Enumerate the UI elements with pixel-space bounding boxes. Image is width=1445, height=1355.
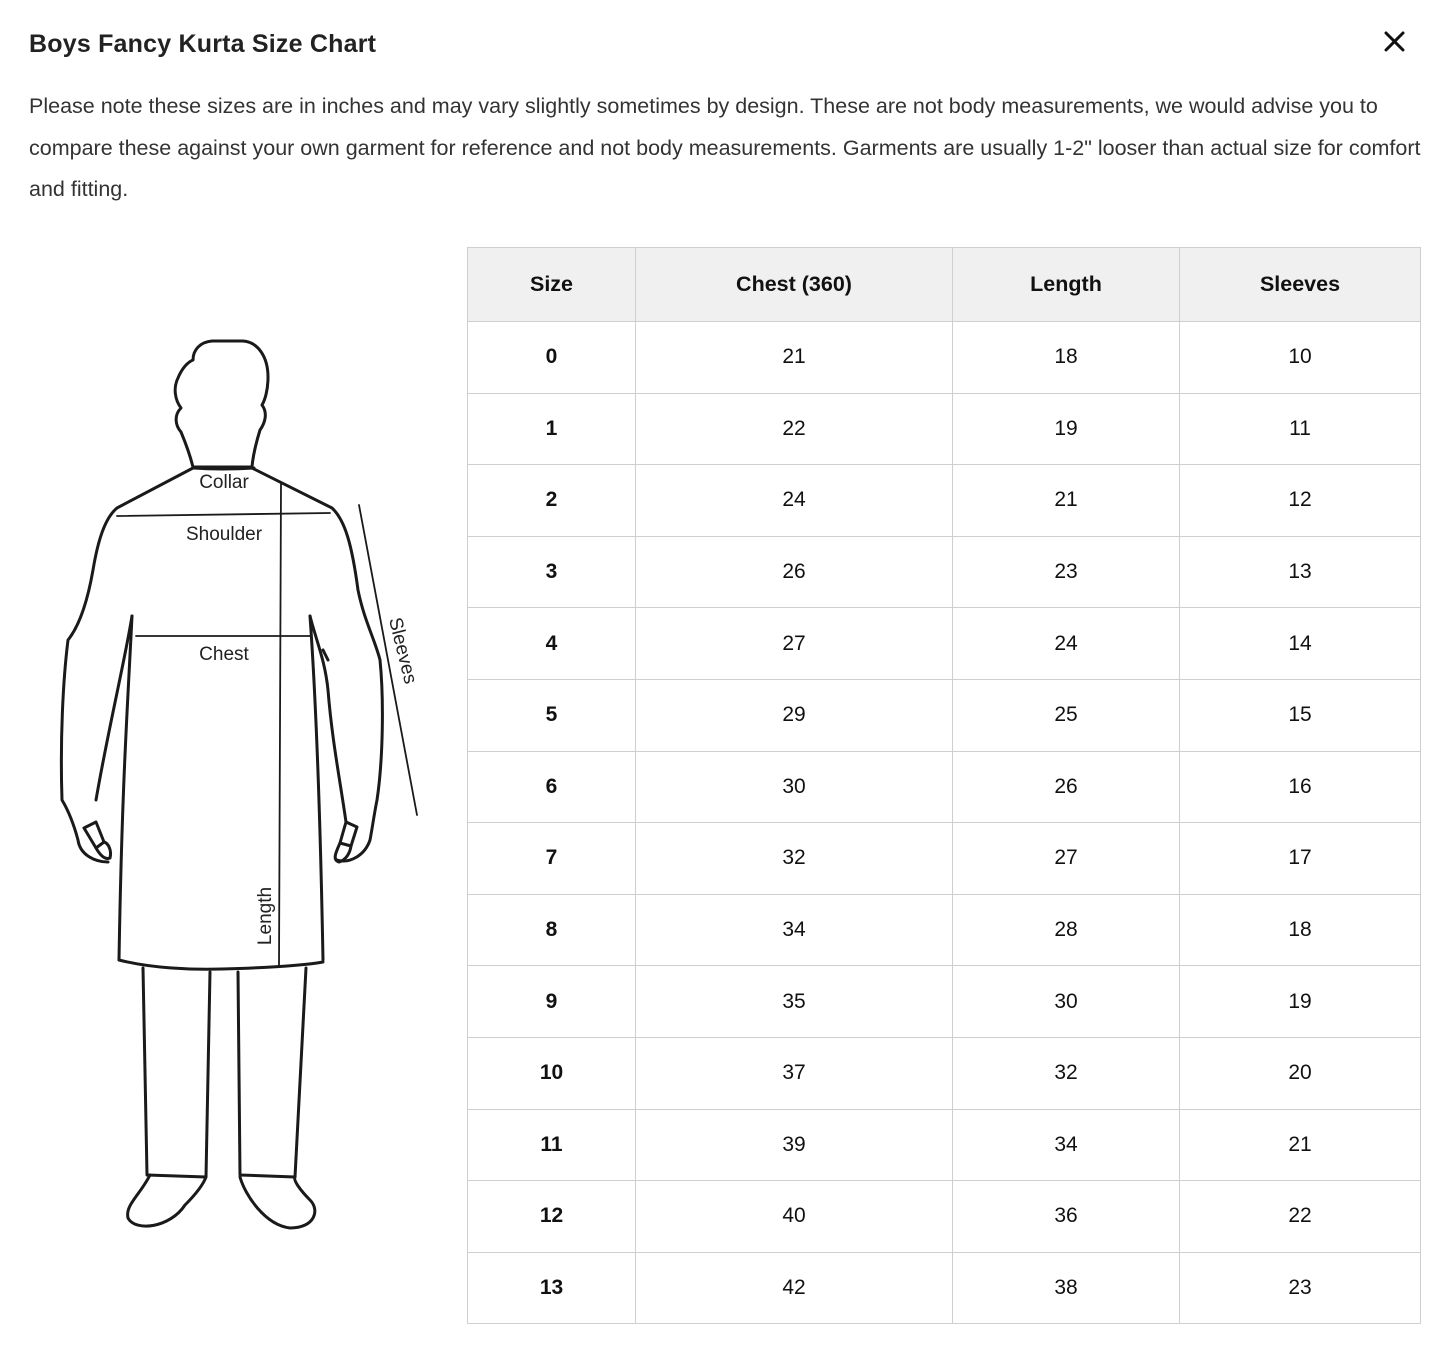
cell-chest: 40 [636,1181,953,1253]
cell-sleeves: 23 [1180,1252,1421,1324]
table-row [468,966,1421,1038]
chest-label: Chest [199,644,249,665]
length-measure-line [279,484,281,966]
cell-size: 0 [468,322,636,394]
cell-size: 12 [468,1181,636,1253]
length-label: Length [255,886,276,946]
cell-size: 3 [468,536,636,608]
size-chart-table [467,247,1421,1324]
cell-sleeves: 12 [1180,465,1421,537]
cell-sleeves: 13 [1180,536,1421,608]
cell-length: 36 [953,1181,1180,1253]
cell-size: 2 [468,465,636,537]
cell-chest: 42 [636,1252,953,1324]
table-row [468,751,1421,823]
cell-size: 13 [468,1252,636,1324]
cell-chest: 27 [636,608,953,680]
cell-chest: 29 [636,679,953,751]
table-row [468,894,1421,966]
cell-sleeves: 17 [1180,823,1421,895]
cell-sleeves: 19 [1180,966,1421,1038]
table-row [468,608,1421,680]
cell-sleeves: 16 [1180,751,1421,823]
table-row [468,679,1421,751]
cell-sleeves: 14 [1180,608,1421,680]
close-icon [1376,24,1412,60]
table-row [468,823,1421,895]
cell-chest: 26 [636,536,953,608]
cell-length: 24 [953,608,1180,680]
modal-title: Boys Fancy Kurta Size Chart [29,30,377,58]
cell-chest: 35 [636,966,953,1038]
cell-chest: 24 [636,465,953,537]
cell-sleeves: 20 [1180,1037,1421,1109]
cell-sleeves: 11 [1180,393,1421,465]
cell-length: 18 [953,322,1180,394]
cell-size: 4 [468,608,636,680]
cell-length: 26 [953,751,1180,823]
figure-collar [193,468,254,469]
cell-length: 19 [953,393,1180,465]
cell-length: 32 [953,1037,1180,1109]
close-button[interactable] [1376,24,1412,60]
cell-chest: 22 [636,393,953,465]
cell-chest: 34 [636,894,953,966]
cell-length: 25 [953,679,1180,751]
cell-length: 21 [953,465,1180,537]
kurta-figure-illustration [40,320,440,1250]
cell-length: 34 [953,1109,1180,1181]
cell-length: 27 [953,823,1180,895]
sleeves-label: Sleeves [383,615,421,687]
header-size: Size [468,248,636,322]
cell-length: 28 [953,894,1180,966]
cell-chest: 37 [636,1037,953,1109]
cell-size: 11 [468,1109,636,1181]
table-row [468,1037,1421,1109]
figure-left-foot [128,1175,206,1226]
table-row [468,322,1421,394]
figure-left-hand [84,822,104,848]
cell-size: 9 [468,966,636,1038]
shoulder-measure-line [117,513,330,516]
collar-label: Collar [199,472,249,493]
cell-sleeves: 21 [1180,1109,1421,1181]
table-header-row [468,248,1421,322]
cell-length: 30 [953,966,1180,1038]
cell-chest: 21 [636,322,953,394]
table-row [468,1181,1421,1253]
cell-sleeves: 15 [1180,679,1421,751]
figure-head [175,341,268,467]
size-note: Please note these sizes are in inches and may vary slightly sometimes by design. These are not body measurements, we would advise you to compare these against your own garment for reference and not body measurements. Garments are usually 1-2" looser than actual size for comfort and fitting. [29,94,1421,201]
cell-size: 7 [468,823,636,895]
header-chest: Chest (360) [636,248,953,322]
cell-chest: 30 [636,751,953,823]
cell-size: 6 [468,751,636,823]
cell-size: 8 [468,894,636,966]
cell-chest: 32 [636,823,953,895]
table-row [468,393,1421,465]
figure-pants [143,968,306,1177]
figure-right-hand [340,822,357,846]
table-row [468,465,1421,537]
cell-size: 10 [468,1037,636,1109]
kurta-measurement-figure [40,320,440,1250]
cell-sleeves: 22 [1180,1181,1421,1253]
cell-size: 5 [468,679,636,751]
cell-size: 1 [468,393,636,465]
cell-length: 23 [953,536,1180,608]
cell-chest: 39 [636,1109,953,1181]
header-length: Length [953,248,1180,322]
table-row [468,536,1421,608]
table-row [468,1252,1421,1324]
figure-hem [119,960,323,969]
table-row [468,1109,1421,1181]
cell-sleeves: 10 [1180,322,1421,394]
figure-right-foot [240,1177,315,1228]
cell-sleeves: 18 [1180,894,1421,966]
cell-length: 38 [953,1252,1180,1324]
header-sleeves: Sleeves [1180,248,1421,322]
shoulder-label: Shoulder [185,524,263,545]
